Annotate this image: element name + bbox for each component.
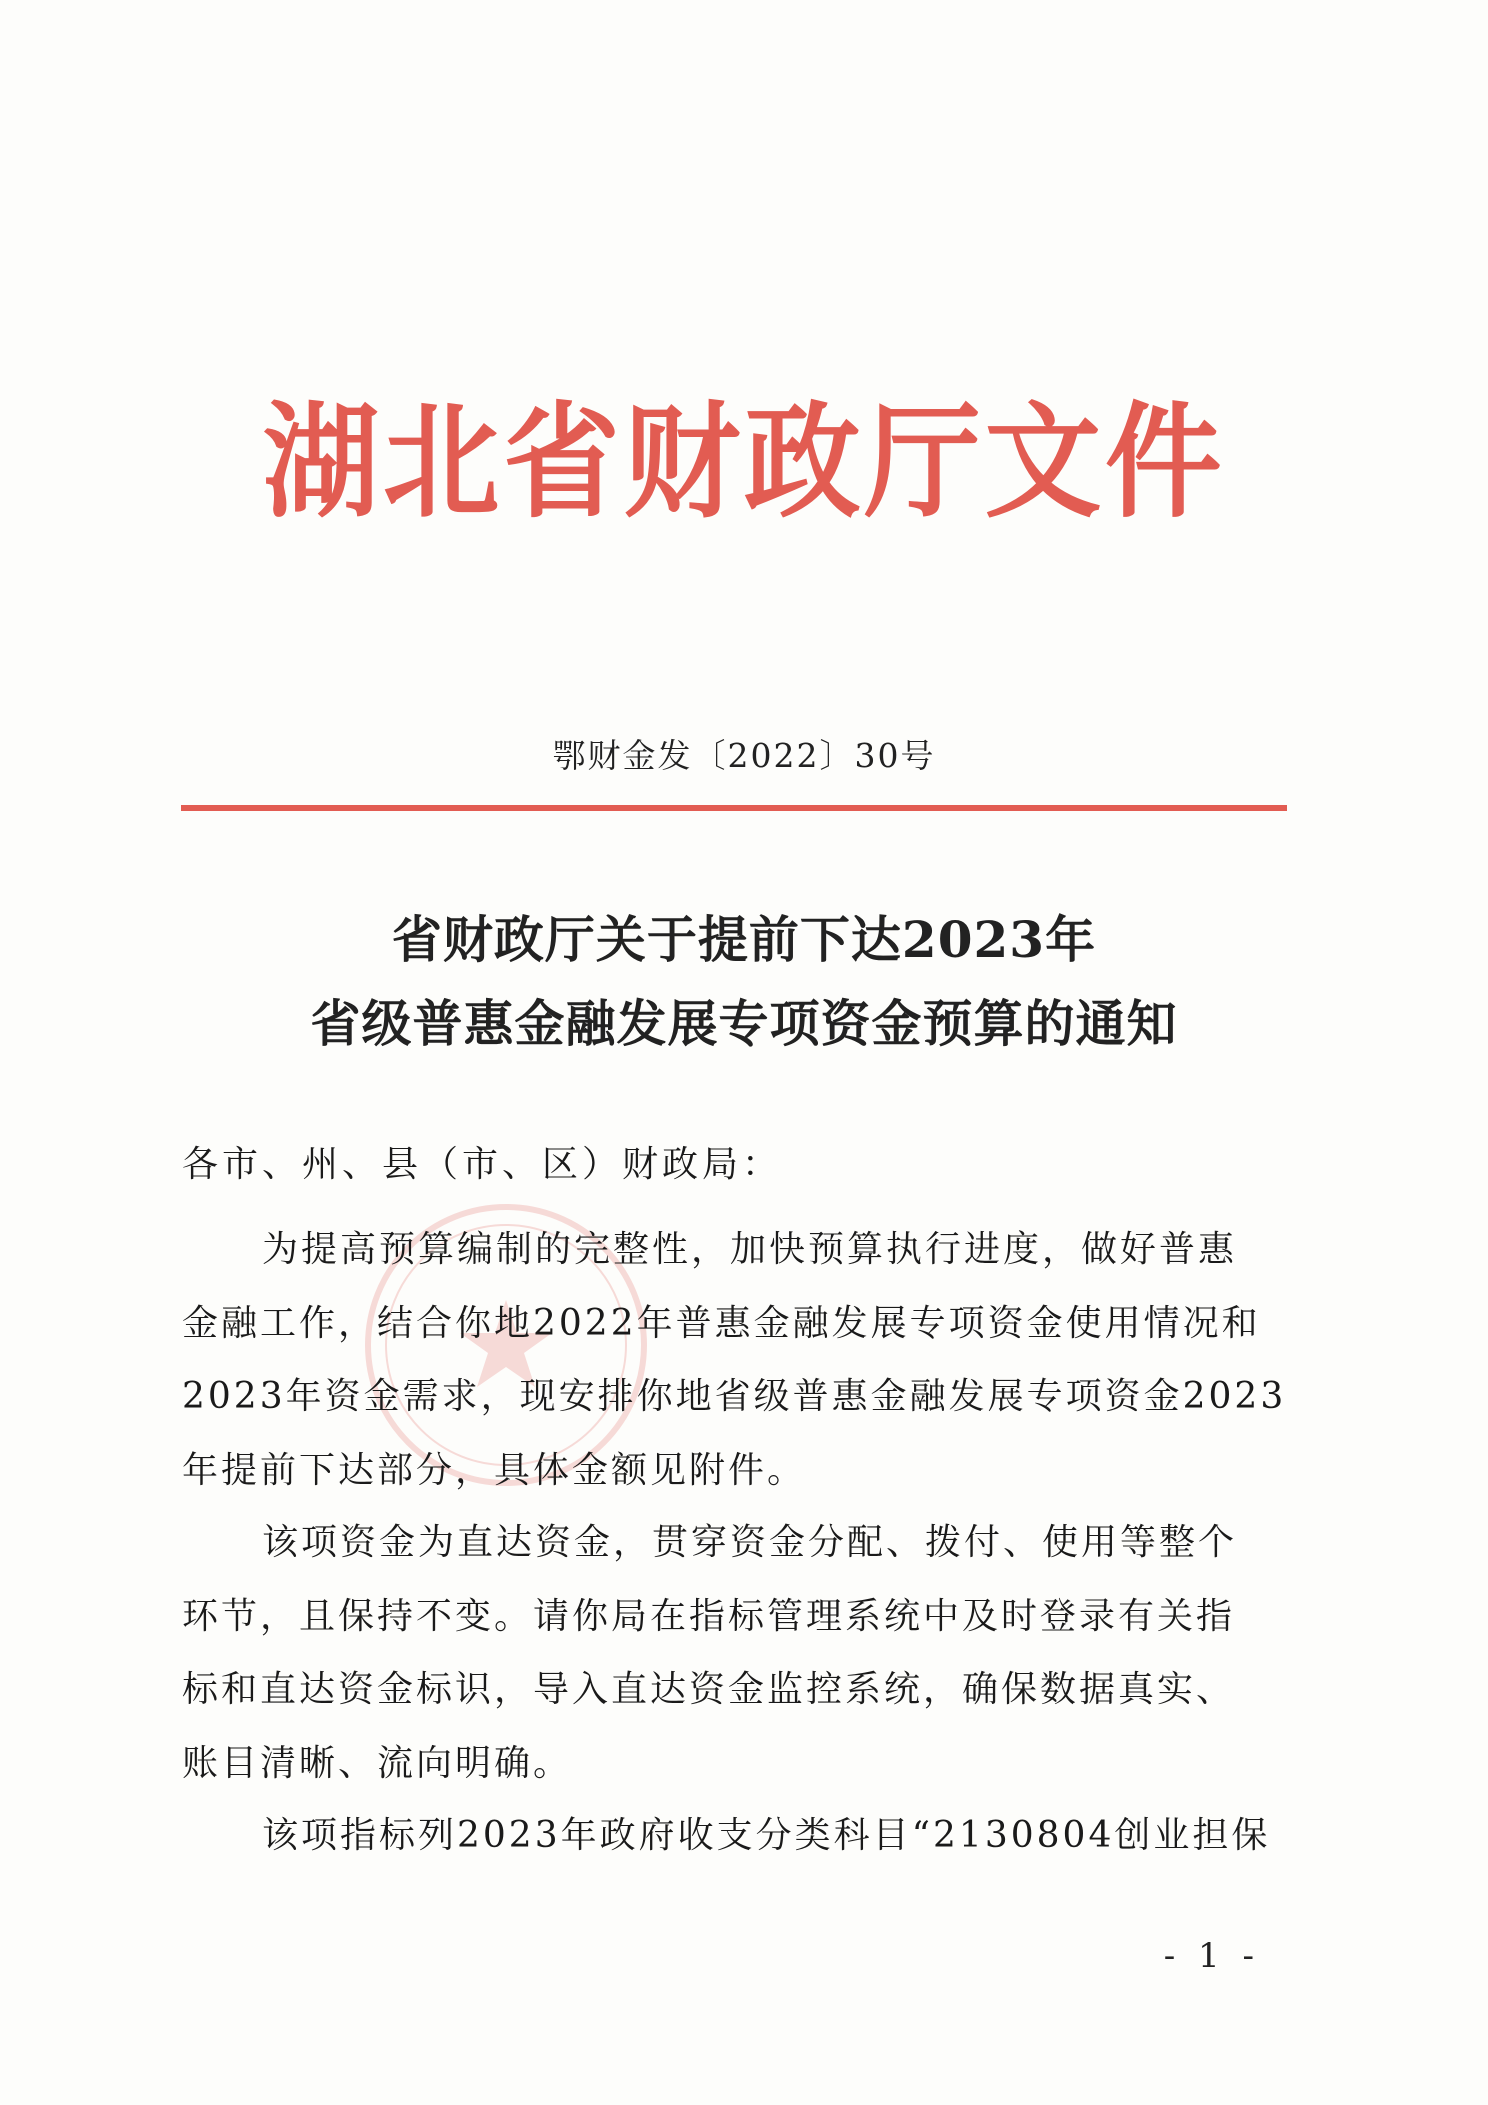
document-masthead: 湖北省财政厅文件	[262, 390, 1226, 535]
paragraph-line: 为提高预算编制的完整性，加快预算执行进度，做好普惠	[262, 1229, 1238, 1270]
salutation: 各市、州、县（市、区）财政局：	[182, 1144, 783, 1185]
paragraph-line: 该项指标列2023年政府收支分类科目“2130804创业担保	[262, 1815, 1271, 1856]
paragraph-line: 年提前下达部分，具体金额见附件。	[182, 1449, 807, 1491]
paragraph-line: 2023年资金需求，现安排你地省级普惠金融发展专项资金2023	[182, 1376, 1287, 1417]
paragraph-line: 金融工作，结合你地2022年普惠金融发展专项资金使用情况和	[182, 1302, 1261, 1344]
paragraph-line: 标和直达资金标识，导入直达资金监控系统，确保数据真实、	[182, 1669, 1236, 1710]
body-paragraph-2	[182, 1506, 1262, 1800]
paragraph-line: 账目清晰、流向明确。	[182, 1742, 573, 1784]
red-divider-rule	[181, 805, 1287, 811]
paragraph-line: 环节，且保持不变。请你局在指标管理系统中及时登录有关指	[182, 1595, 1236, 1637]
body-paragraph-3	[182, 1799, 1271, 1873]
page-number: - 1 -	[1163, 1936, 1260, 1976]
body-paragraph-1	[182, 1213, 1287, 1507]
document-title	[0, 898, 1488, 1066]
document-number: 鄂财金发〔2022〕30号	[552, 736, 936, 775]
title-line-1: 省财政厅关于提前下达2023年	[391, 910, 1097, 969]
paragraph-line: 该项资金为直达资金，贯穿资金分配、拨付、使用等整个	[262, 1522, 1238, 1563]
title-line-2: 省级普惠金融发展专项资金预算的通知	[310, 994, 1178, 1053]
